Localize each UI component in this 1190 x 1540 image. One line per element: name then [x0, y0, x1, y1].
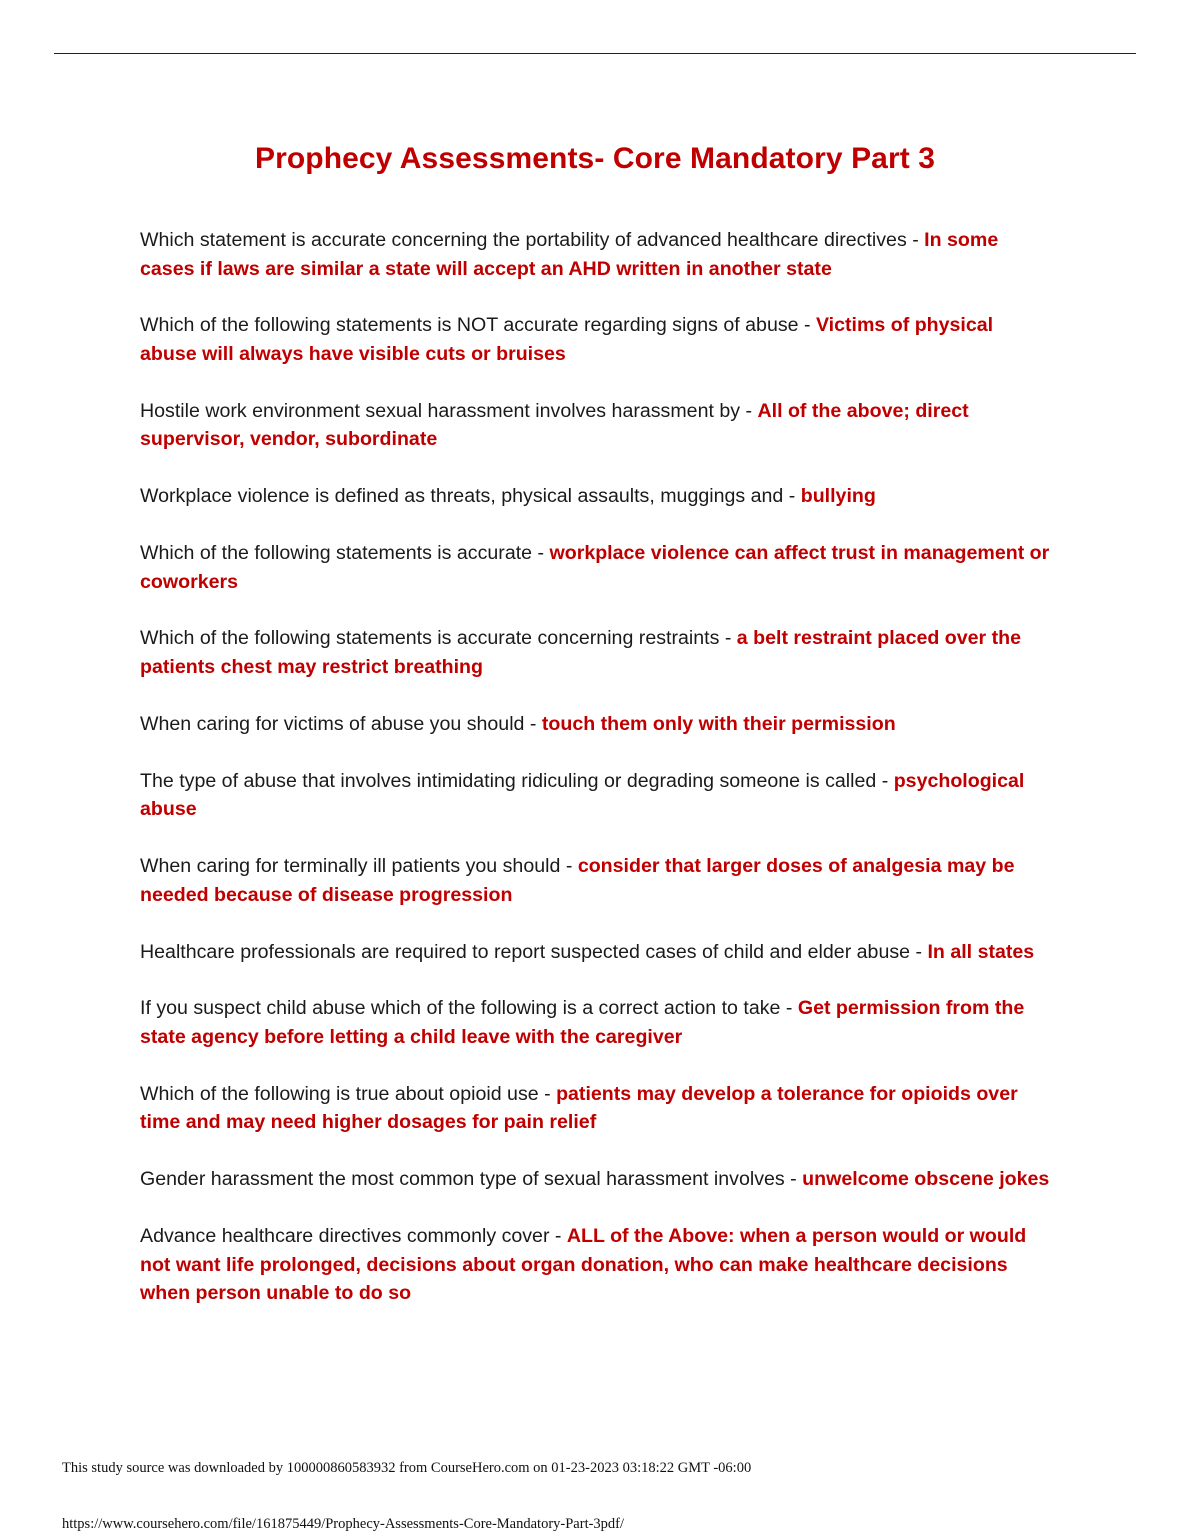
qa-answer: In all states: [927, 940, 1035, 963]
qa-item: [140, 624, 1052, 681]
qa-separator: -: [524, 712, 542, 735]
qa-question: Advance healthcare directives commonly cover: [140, 1225, 550, 1248]
qa-item: [140, 539, 1052, 596]
qa-answer: Victims of physical abuse will always have visible cuts or bruises: [140, 314, 994, 365]
qa-answer: a belt restraint placed over the patients chest may restrict breathing: [140, 627, 1022, 678]
qa-separator: -: [798, 314, 816, 337]
qa-question: Healthcare professionals are required to report suspected cases of child and elder abuse: [140, 940, 911, 963]
qa-item: [140, 852, 1052, 909]
qa-item: [140, 1165, 1052, 1194]
qa-answer: psychological abuse: [140, 769, 1025, 821]
qa-separator: -: [783, 485, 801, 508]
qa-question: If you suspect child abuse which of the following is a correct action to take: [140, 997, 781, 1020]
qa-separator: -: [549, 1225, 567, 1248]
qa-question: Which statement is accurate concerning the portability of advanced healthcare directives: [140, 229, 907, 251]
qa-answer: patients may develop a tolerance for opioids over time and may need higher dosages for pain relief: [140, 1082, 1018, 1134]
qa-question: Which of the following is true about opioid use: [140, 1082, 539, 1105]
qa-question: Hostile work environment sexual harassment involves harassment by: [140, 399, 741, 422]
qa-separator: -: [876, 769, 894, 792]
qa-answer: workplace violence can affect trust in management or coworkers: [140, 542, 1050, 593]
qa-item: [140, 397, 1052, 454]
qa-question: The type of abuse that involves intimidating ridiculing or degrading someone is called: [140, 769, 877, 792]
qa-separator: -: [784, 1168, 803, 1191]
qa-answer: All of the above; direct supervisor, vendor, subordinate: [140, 399, 969, 451]
qa-separator: -: [910, 940, 928, 963]
qa-separator: -: [532, 542, 550, 565]
qa-item: [140, 226, 1052, 283]
qa-item: [140, 482, 1052, 511]
qa-answer: ALL of the Above: when a person would or would not want life prolonged, decisions about organ donation, who can make healthcare decisions when person unable to do so: [140, 1225, 1027, 1305]
qa-separator: -: [740, 399, 758, 422]
qa-answer: Get permission from the state agency before letting a child leave with the caregiver: [140, 997, 1025, 1048]
qa-question: Workplace violence is defined as threats, physical assaults, muggings and: [140, 485, 784, 508]
qa-question: Which of the following statements is accurate concerning restraints: [140, 627, 720, 650]
qa-item: [140, 1080, 1052, 1137]
qa-separator: -: [719, 627, 737, 650]
qa-answer: consider that larger doses of analgesia may be needed because of disease progression: [140, 855, 1015, 906]
qa-separator: -: [538, 1082, 557, 1105]
qa-list: [140, 226, 1052, 1336]
qa-answer: In some cases if laws are similar a state will accept an AHD written in another state: [140, 229, 999, 280]
footer-source-note: This study source was downloaded by 100000860583932 from CourseHero.com on 01-23-2023 03:18:22 GMT -06:00: [62, 1460, 752, 1476]
qa-separator: -: [560, 855, 578, 878]
header-rule: [54, 53, 1136, 54]
qa-answer: touch them only with their permission: [541, 712, 896, 735]
qa-answer: unwelcome obscene jokes: [802, 1168, 1050, 1191]
qa-separator: -: [780, 997, 798, 1020]
qa-item: [140, 710, 1052, 739]
qa-question: Which of the following statements is NOT accurate regarding signs of abuse: [140, 314, 799, 337]
qa-item: [140, 938, 1052, 967]
qa-separator: -: [906, 229, 925, 251]
qa-question: When caring for terminally ill patients you should: [140, 855, 561, 878]
qa-question: Which of the following statements is accurate: [140, 542, 533, 565]
qa-item: [140, 767, 1052, 824]
qa-item: [140, 1222, 1052, 1308]
qa-item: [140, 311, 1052, 368]
qa-item: [140, 994, 1052, 1051]
page-title: Prophecy Assessments- Core Mandatory Part 3: [254, 142, 936, 175]
footer-url-link[interactable]: https://www.coursehero.com/file/161875449/Prophecy-Assessments-Core-Mandatory-Part-3pdf/: [62, 1516, 625, 1532]
qa-question: Gender harassment the most common type of sexual harassment involves: [140, 1168, 785, 1191]
qa-answer: bullying: [800, 485, 876, 508]
qa-question: When caring for victims of abuse you should: [140, 712, 525, 735]
